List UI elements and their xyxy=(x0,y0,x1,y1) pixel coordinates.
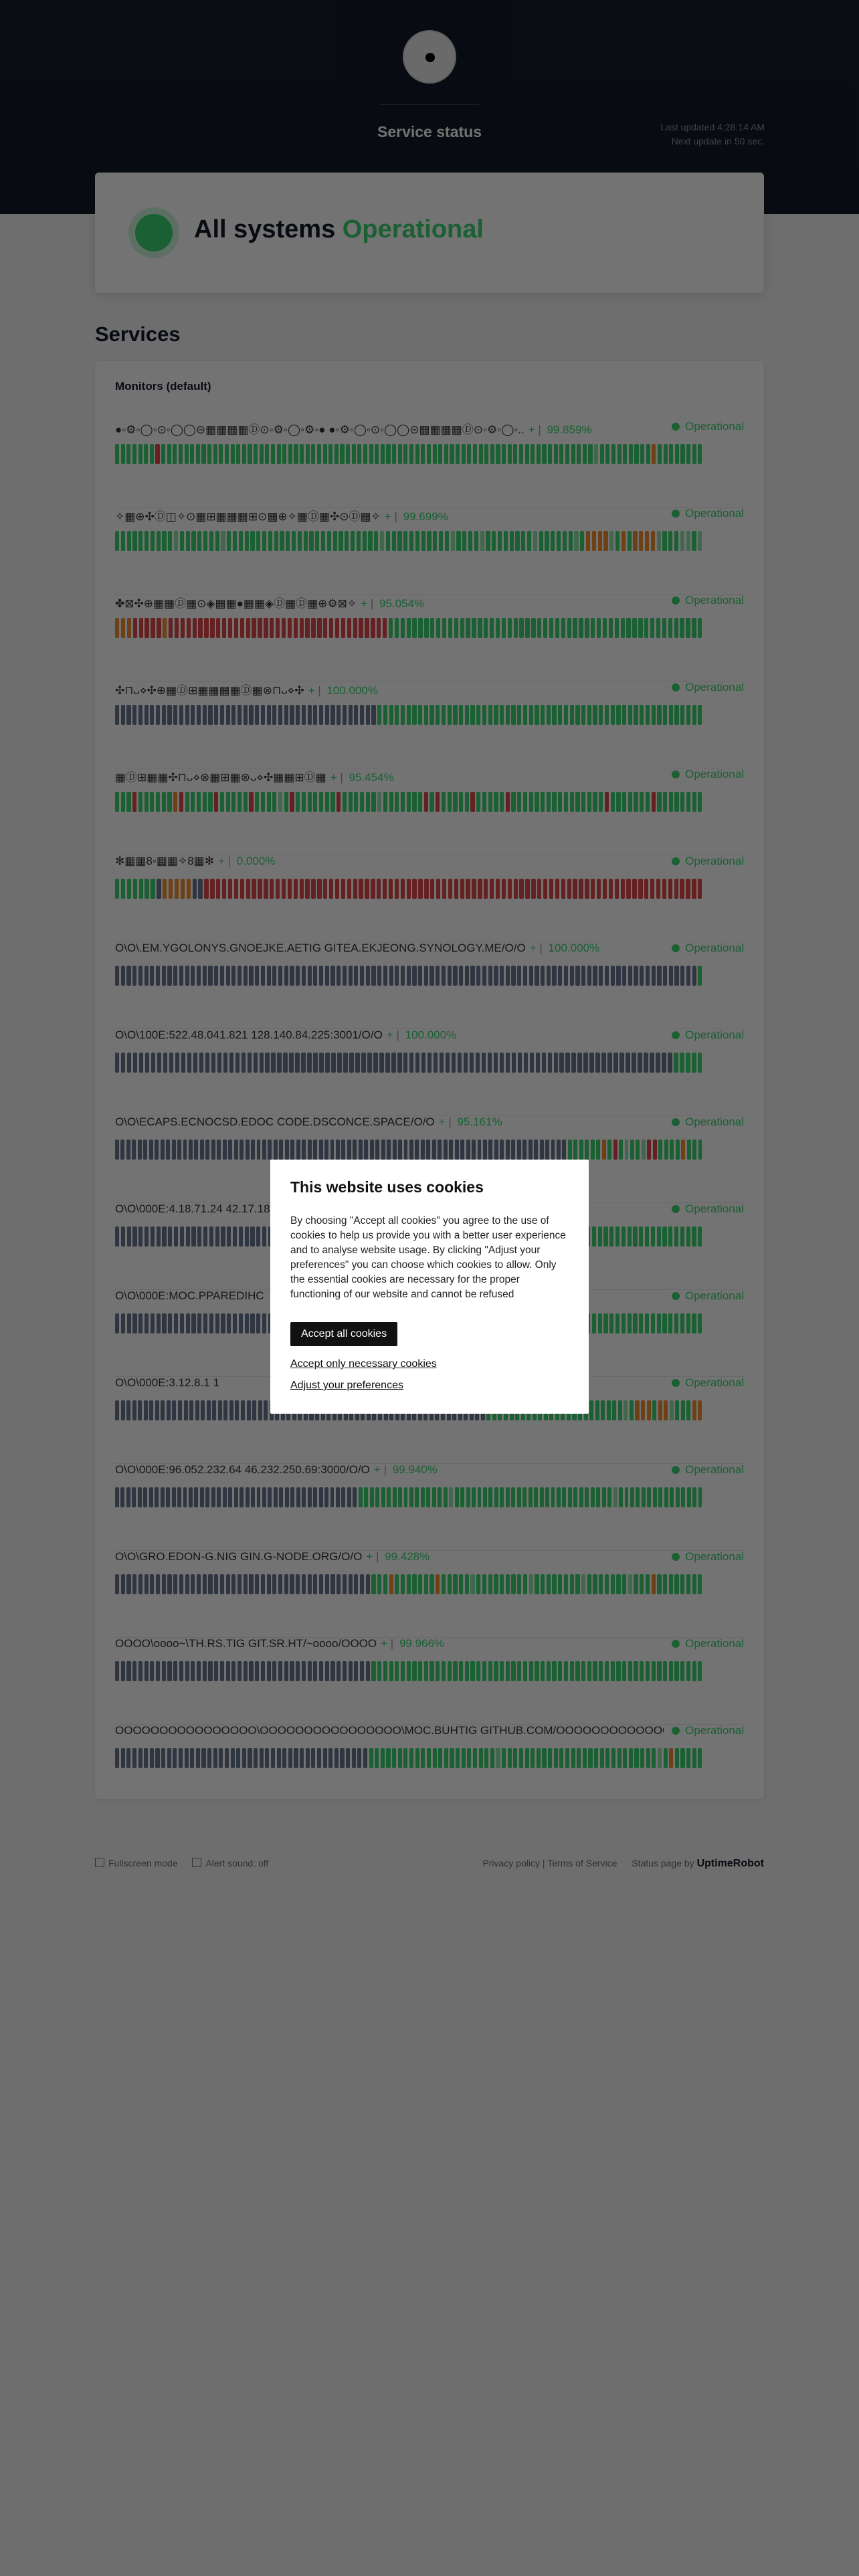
cookie-body: By choosing "Accept all cookies" you agree to the use of cookies to help us provide you with a better user experience and to analyse website usage. By clicking "Adjust your preferences" you can choose which cookies to allow. Only the essential cookies are necessary for the proper functioning of our website and cannot be refused xyxy=(290,1215,566,1300)
accept-all-button[interactable]: Accept all cookies xyxy=(290,1322,397,1346)
cookie-dialog xyxy=(270,1160,589,1414)
cookie-title: This website uses cookies xyxy=(290,1178,484,1196)
accept-necessary-link[interactable]: Accept only necessary cookies xyxy=(290,1358,437,1370)
adjust-preferences-link[interactable]: Adjust your preferences xyxy=(290,1380,403,1391)
